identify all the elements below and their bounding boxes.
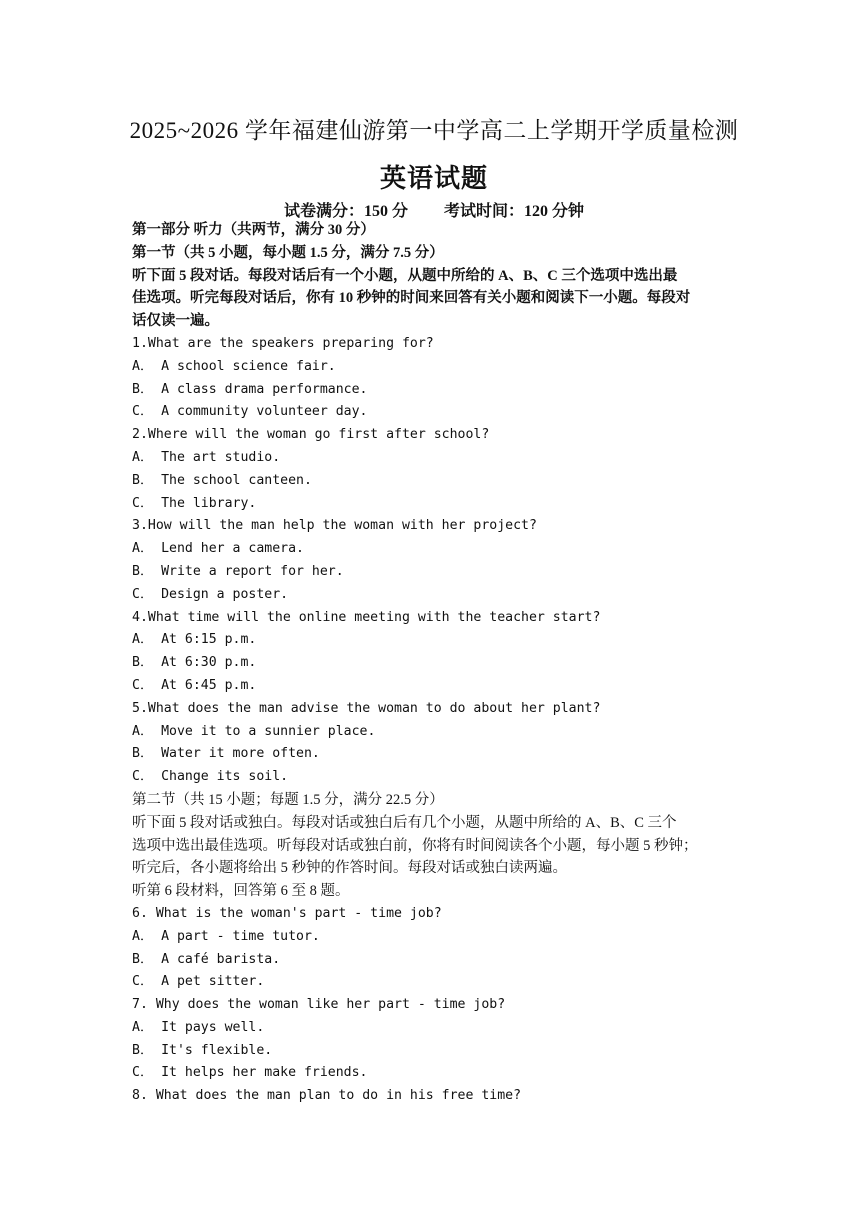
question-7 <box>132 994 742 1085</box>
option-c: C． A community volunteer day. <box>132 404 368 420</box>
instruction-line: 佳选项。听完每段对话后，你有 10 秒钟的时间来回答有关小题和阅读下一小题。每段对 <box>132 290 691 307</box>
option-a: A． A part - time tutor. <box>132 928 320 944</box>
question-3 <box>132 515 742 606</box>
question-stem: 4.What time will the online meeting with the teacher start? <box>132 609 601 625</box>
option-b: B． The school canteen. <box>132 472 312 488</box>
option-c: C． A pet sitter. <box>132 974 265 990</box>
option-a: A． The art studio. <box>132 449 281 465</box>
instruction-line: 听下面 5 段对话。每段对话后有一个小题，从题中所给的 A、B、C 三个选项中选出最 <box>132 267 678 284</box>
question-stem: 1.What are the speakers preparing for? <box>132 335 434 351</box>
full-score: 试卷满分：150 分 <box>283 203 408 220</box>
school-exam-title: 2025~2026 学年福建仙游第一中学高二上学期开学质量检测 <box>129 118 739 143</box>
option-c: C． It helps her make friends. <box>132 1065 368 1081</box>
option-a: A． Lend her a camera. <box>132 541 304 557</box>
instruction-line: 听下面 5 段对话或独白。每段对话或独白后有几个小题，从题中所给的 A、B、C 三个 <box>132 814 677 831</box>
question-stem: 5.What does the man advise the woman to do about her plant? <box>132 700 601 716</box>
option-a: A． It pays well. <box>132 1019 265 1035</box>
question-stem: 6. What is the woman's part - time job? <box>132 905 442 921</box>
option-a: A． At 6:15 p.m. <box>132 632 257 648</box>
subject-title: 英语试题 <box>379 164 488 194</box>
question-stem: 7. Why does the woman like her part - time job? <box>132 997 506 1013</box>
question-2 <box>132 424 742 515</box>
option-b: B． At 6:30 p.m. <box>132 655 257 671</box>
question-stem: 2.Where will the woman go first after school? <box>132 427 490 443</box>
question-5 <box>132 698 742 789</box>
question-1 <box>132 333 742 424</box>
option-b: B． Water it more often. <box>132 746 320 762</box>
option-c: C． Design a poster. <box>132 586 289 602</box>
option-b: B． A class drama performance. <box>132 381 368 397</box>
part1-heading: 第一部分 听力（共两节，满分 30 分） <box>132 222 375 238</box>
question-4 <box>132 607 742 698</box>
question-8 <box>132 1085 742 1108</box>
option-b: B． A café barista. <box>132 951 281 967</box>
question-stem: 3.How will the man help the woman with her project? <box>132 518 537 534</box>
section1-instructions <box>132 265 742 333</box>
exam-info <box>0 198 868 221</box>
option-a: A． Move it to a sunnier place. <box>132 723 376 739</box>
option-c: C． Change its soil. <box>132 769 289 785</box>
section2-instructions <box>132 812 742 880</box>
option-b: B． It's flexible. <box>132 1042 273 1058</box>
option-c: C． At 6:45 p.m. <box>132 677 257 693</box>
option-b: B． Write a report for her. <box>132 563 344 579</box>
option-a: A． A school science fair. <box>132 358 336 374</box>
section2-heading: 第二节（共 15 小题；每题 1.5 分，满分 22.5 分） <box>132 791 444 808</box>
question-6 <box>132 903 742 994</box>
option-c: C． The library. <box>132 495 257 511</box>
instruction-line: 听完后，各小题将给出 5 秒钟的作答时间。每段对话或独白读两遍。 <box>132 860 567 877</box>
instruction-line: 选项中选出最佳选项。听每段对话或独白前，你将有时间阅读各个小题，每小题 5 秒钟； <box>132 837 698 854</box>
question-stem: 8. What does the man plan to do in his free time? <box>132 1088 522 1104</box>
section1-heading: 第一节（共 5 小题，每小题 1.5 分，满分 7.5 分） <box>132 244 444 261</box>
material-note: 听第 6 段材料，回答第 6 至 8 题。 <box>132 883 350 900</box>
exam-body <box>132 219 742 1108</box>
instruction-line: 话仅读一遍。 <box>132 313 219 330</box>
exam-time: 考试时间：120 分钟 <box>444 203 585 220</box>
